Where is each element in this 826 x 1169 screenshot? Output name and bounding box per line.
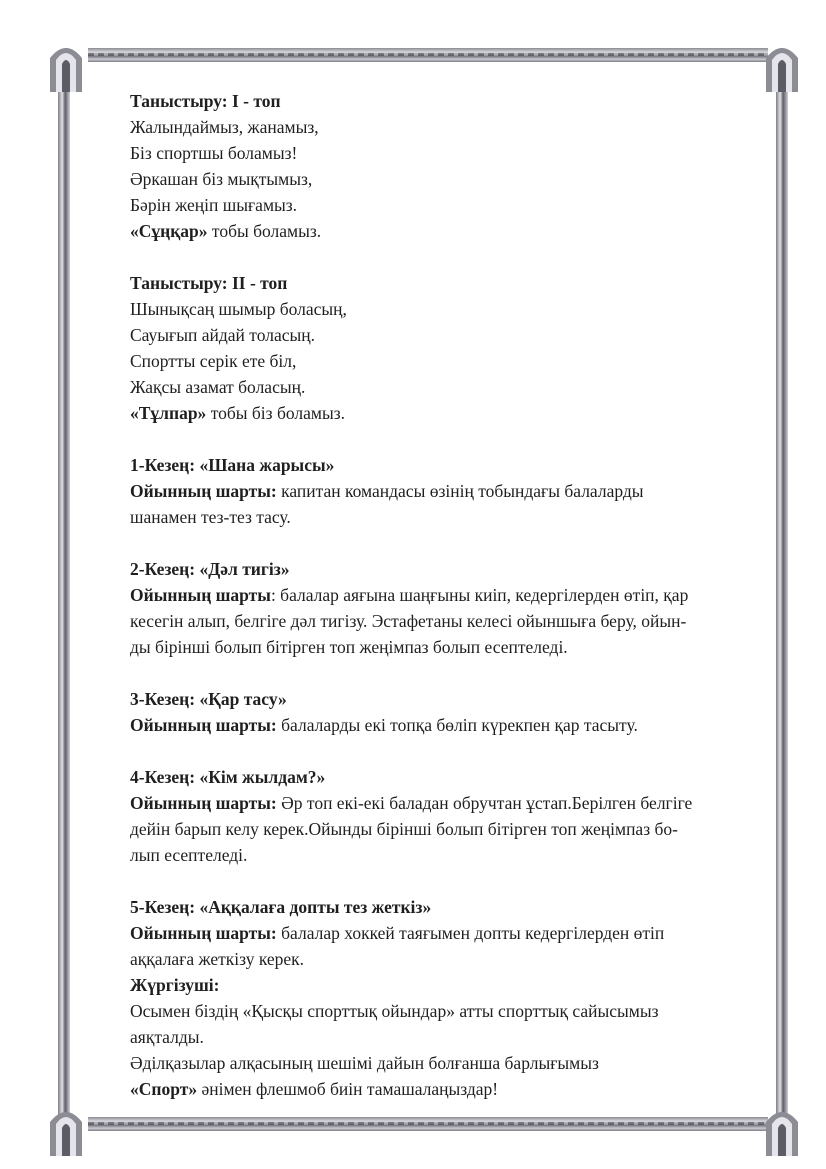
poem-line: Спортты серік ете біл,: [130, 351, 297, 371]
frame-corner-ornament-icon: [762, 1104, 802, 1156]
frame-corner-ornament-icon: [762, 40, 802, 92]
rule-line: Ойынның шарты: Әр топ екі-екі баладан обручтан ұстап.Берілген белгіге: [130, 793, 693, 813]
rule-line: Ойынның шарты: балаларды екі топқа бөліп күрекпен қар тасыту.: [130, 715, 638, 735]
frame-corner-ornament-icon: [46, 40, 86, 92]
poem-line: Сауығып айдай толасың.: [130, 325, 315, 345]
section-heading: Таныстыру: I - топ: [130, 91, 281, 111]
poem-line: Әркашан біз мықтымыз,: [130, 169, 313, 189]
rule-line: Ойынның шарты: капитан командасы өзінің тобындағы балаларды: [130, 481, 644, 501]
frame-bottom-border: [88, 1117, 768, 1131]
rule-line: Ойынның шарты: балалар хоккей таяғымен допты кедергілерден өтіп: [130, 923, 665, 943]
frame-corner-ornament-icon: [46, 1104, 86, 1156]
host-line: Осымен біздің «Қысқы спорттық ойындар» атты спорттық сайысымыз: [130, 1001, 659, 1021]
poem-line: Бәрін жеңіп шығамыз.: [130, 195, 298, 215]
rule-line: аққалаға жеткізу керек.: [130, 949, 305, 969]
poem-line: Жақсы азамат боласың.: [130, 377, 306, 397]
rule-line: кесегін алып, белгіге дәл тигізу. Эстафетаны келесі ойыншыға беру, ойын-: [130, 611, 687, 631]
rule-line: лып есептеледі.: [130, 845, 248, 865]
stage-heading: 4-Кезең: «Кім жылдам?»: [130, 767, 326, 787]
poem-line: Біз спортшы боламыз!: [130, 143, 298, 163]
frame-left-border: [58, 88, 70, 1116]
team-name-line: «Сұңқар» тобы боламыз.: [130, 221, 322, 241]
document-body: [130, 88, 760, 1102]
rule-line: шанамен тез-тез тасу.: [130, 507, 291, 527]
team-name-line: «Тұлпар» тобы біз боламыз.: [130, 403, 345, 423]
stage-heading: 1-Кезең: «Шана жарысы»: [130, 455, 335, 475]
poem-line: Шынықсаң шымыр боласың,: [130, 299, 347, 319]
host-heading: Жүргізуші:: [130, 975, 220, 995]
host-final-line: «Спорт» әнімен флешмоб биін тамашалаңыздар!: [130, 1079, 499, 1099]
rule-line: дейін барып келу керек.Ойынды бірінші болып бітірген топ жеңімпаз бо-: [130, 819, 678, 839]
host-line: аяқталды.: [130, 1027, 204, 1047]
frame-right-border: [776, 88, 788, 1116]
rule-line: ды бірінші болып бітірген топ жеңімпаз болып есептеледі.: [130, 637, 568, 657]
stage-heading: 2-Кезең: «Дәл тигіз»: [130, 559, 290, 579]
section-heading: Таныстыру: II - топ: [130, 273, 288, 293]
poem-line: Жалындаймыз, жанамыз,: [130, 117, 319, 137]
rule-line: Ойынның шарты: балалар аяғына шаңғыны киіп, кедергілерден өтіп, қар: [130, 585, 689, 605]
stage-heading: 3-Кезең: «Қар тасу»: [130, 689, 287, 709]
host-line: Әділқазылар алқасының шешімі дайын болғанша барлығымыз: [130, 1053, 599, 1073]
frame-top-border: [88, 48, 768, 62]
stage-heading: 5-Кезең: «Аққалаға допты тез жеткіз»: [130, 897, 432, 917]
